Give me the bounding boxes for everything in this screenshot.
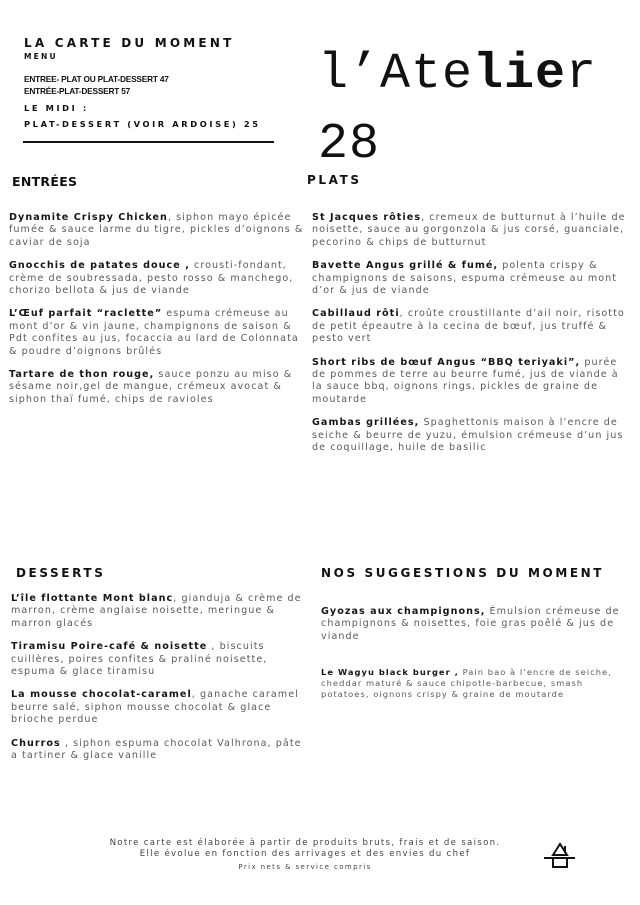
dish-desc: , siphon espuma chocolat Valhrona, pâte a tartiner & glace vanille <box>11 737 302 762</box>
header-divider <box>23 141 274 143</box>
dish-desc: , croûte croustillante d’ail noir, risotto de petit épeautre à la cecina de bœuf, jus truffé & pesto vert <box>312 308 625 345</box>
dish-name: Gyozas aux champignons, <box>321 606 486 617</box>
dish-desc: , gianduja & crème de marron, crème anglaise noisette, meringue & marron glacés <box>11 593 302 629</box>
menu-item <box>312 212 628 249</box>
dish-name: Cabillaud rôti <box>312 308 400 320</box>
entrees-list <box>9 212 307 417</box>
menu-item <box>321 606 627 643</box>
menu-item <box>9 212 307 249</box>
dish-desc: Émulsion crémeuse de champignons & noisettes, foie gras poêlé & jus de viande <box>321 606 620 642</box>
menu-title: LA CARTE DU MOMENT <box>24 36 235 50</box>
midi-label: LE MIDI : <box>24 103 89 113</box>
section-title-suggestions: NOS SUGGESTIONS DU MOMENT <box>321 566 605 580</box>
footer-note-2: Elle évolue en fonction des arrivages et des envies du chef <box>139 849 471 859</box>
menu-item <box>312 417 628 454</box>
menu-label: MENU <box>24 52 58 61</box>
section-title-plats: PLATS <box>307 173 362 187</box>
dish-name: L’Œuf parfait “raclette” <box>9 308 163 320</box>
dish-name: Short ribs de bœuf Angus “BBQ teriyaki”, <box>312 356 581 368</box>
menu-item <box>9 369 307 406</box>
menu-item <box>312 308 628 345</box>
dish-desc: sauce ponzu au miso & sésame noir,gel de mangue, crémeux avocat & siphon thaï fumé, chips de ravioles <box>9 369 293 405</box>
plats-list <box>312 212 628 466</box>
dish-name: Le Wagyu black burger , <box>321 667 459 678</box>
dish-desc: , siphon mayo épicée fumée & sauce larme du tigre, pickles d’oignons & caviar de soja <box>9 212 304 248</box>
dish-desc: , biscuits cuillères, poires confites & praliné noisette, espuma & glace tiramisu <box>11 641 268 678</box>
section-title-entrees: ENTRÉES <box>12 174 78 189</box>
dish-desc: Pain bao à l’encre de seiche, cheddar maturé & sauce chipotle-barbecue, smash potatoes, oignons crispy & graine de moutarde <box>321 667 612 700</box>
dish-desc: espuma crémeuse au mont d’or & vin jaune, champignons de saison & Pdt confites au jus, focaccia au lard de Colonnata & poudre d’oignons brûlés <box>9 308 299 357</box>
dish-name: Gnocchis de patates douce , <box>9 260 190 272</box>
logo-text-1: l’Ate <box>318 46 474 103</box>
dish-name: Churros <box>11 737 61 749</box>
menu-item <box>11 738 309 763</box>
logo-text-3: r 28 <box>318 46 598 173</box>
menu-item <box>9 308 307 358</box>
dish-desc: , cremeux de butturnut à l’huile de noisette, sauce au gorgonzola & jus corsé, guanciale, pecorino & chips de butturnut <box>312 212 626 248</box>
menu-item <box>9 260 307 297</box>
footer-price-note: Prix nets & service compris <box>238 863 372 871</box>
dish-name: St Jacques rôties <box>312 212 422 223</box>
dish-name: Gambas grillées, <box>312 417 420 429</box>
dish-desc: purée de pommes de terre au beurre fumé, jus de viande à la sauce bbq, oignons rings, pickles de graine de moutarde <box>312 356 619 405</box>
midi-price: PLAT-DESSERT (VOIR ARDOISE) 25 <box>24 119 261 129</box>
restaurant-logo <box>318 40 640 180</box>
logo-text-2: lie <box>473 46 567 103</box>
dish-desc: crousti-fondant, crème de soubressada, pesto rosso & manchego, chorizo bellota & jus de viande <box>9 260 294 297</box>
dish-name: Tartare de thon rouge, <box>9 369 155 381</box>
menu-item <box>11 641 309 678</box>
price-formula-1: ENTREE- PLAT OU PLAT-DESSERT 47 <box>24 74 169 84</box>
menu-item <box>11 689 309 726</box>
dish-desc: Spaghettonis maison à l’encre de seiche & beurre de yuzu, émulsion crémeuse d’un jus de coquillage, huile de basilic <box>312 417 624 454</box>
dish-desc: , ganache caramel beurre salé, siphon mousse chocolat & glace brioche perdue <box>11 689 299 726</box>
dish-desc: polenta crispy & champignons de saisons, espuma crémeuse au mont d’or & jus de viande <box>312 260 618 297</box>
section-title-desserts: DESSERTS <box>16 566 106 580</box>
menu-item <box>321 667 627 700</box>
desserts-list <box>11 593 309 773</box>
footer-note-1: Notre carte est élaborée à partir de produits bruts, frais et de saison. <box>109 838 501 848</box>
dish-name: La mousse chocolat-caramel <box>11 689 192 701</box>
menu-item <box>312 260 628 297</box>
menu-item <box>312 357 628 407</box>
dish-name: Bavette Angus grillé & fumé, <box>312 260 499 272</box>
dish-name: L’île flottante Mont blanc <box>11 593 174 604</box>
price-formula-2: ENTRÉE-PLAT-DESSERT 57 <box>24 86 131 96</box>
dish-name: Dynamite Crispy Chicken <box>9 212 168 223</box>
fait-maison-house-icon <box>543 841 577 869</box>
dish-name: Tiramisu Poire-café & noisette <box>11 641 208 653</box>
suggestions-list <box>321 606 627 711</box>
menu-item <box>11 593 309 630</box>
